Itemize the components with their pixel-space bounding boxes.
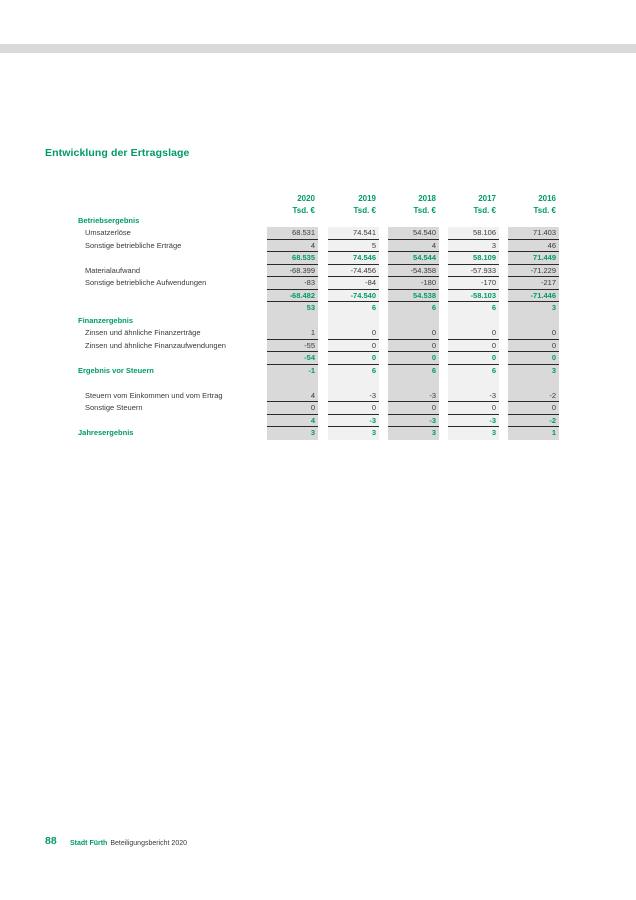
year-column-header: 2016 (538, 194, 556, 203)
section-label-finanzergebnis (45, 315, 558, 328)
table-cell: 0 (508, 402, 559, 415)
year-column-header: 2020 (297, 194, 315, 203)
table-cell: -54.358 (388, 265, 439, 278)
table-row (45, 227, 558, 240)
table-result-row-ergebnis-vor-steuern (45, 365, 558, 378)
table-cell: -180 (388, 277, 439, 290)
table-cell: -3 (448, 415, 499, 428)
table-cell: -2 (508, 415, 559, 428)
table-cell: 3 (448, 240, 499, 253)
table-cell: 6 (431, 303, 436, 312)
table-cell: 0 (328, 327, 379, 340)
row-label: Zinsen und ähnliche Finanzerträge (85, 328, 201, 337)
table-cell: 3 (431, 428, 436, 437)
table-cell: 46 (508, 240, 559, 253)
year-column-header: 2018 (418, 194, 436, 203)
table-cell: 0 (388, 352, 439, 365)
table-cell: 68.531 (267, 227, 318, 240)
table-row (45, 277, 558, 290)
table-cell: -71.446 (508, 290, 559, 303)
table-cell: -84 (328, 277, 379, 290)
table-cell: 0 (328, 340, 379, 353)
table-cell: 1 (267, 327, 318, 340)
table-cell: 6 (491, 303, 496, 312)
row-label: Jahresergebnis (78, 428, 134, 437)
table-cell: -3 (448, 390, 499, 403)
row-label: Steuern vom Einkommen und vom Ertrag (85, 390, 223, 400)
table-cell: 1 (551, 428, 556, 437)
table-cell: -170 (448, 277, 499, 290)
table-cell: 3 (310, 428, 315, 437)
page-number: 88 (45, 835, 57, 847)
table-cell: 74.546 (328, 252, 379, 265)
unit-column-header: Tsd. € (292, 206, 315, 215)
table-cell: 6 (491, 365, 496, 375)
table-row (45, 327, 558, 340)
row-label: Ergebnis vor Steuern (78, 365, 154, 375)
table-subtotal-row (45, 352, 558, 365)
row-label: Materialaufwand (85, 265, 141, 275)
table-year-header-row (45, 193, 558, 205)
unit-column-header: Tsd. € (413, 206, 436, 215)
table-cell: 0 (508, 340, 559, 353)
row-label: Sonstige betriebliche Aufwendungen (85, 278, 207, 287)
table-cell: 3 (551, 365, 556, 375)
table-cell: -3 (328, 415, 379, 428)
table-cell: 3 (551, 303, 556, 312)
table-cell: 54.544 (388, 252, 439, 265)
table-cell: -3 (328, 390, 379, 403)
table-subtotal-row (45, 415, 558, 428)
table-cell: 0 (508, 352, 559, 365)
table-cell: 53 (306, 303, 315, 312)
footer-brand: Stadt Fürth (70, 840, 108, 847)
table-row (45, 265, 558, 278)
table-cell: 0 (448, 402, 499, 415)
table-cell: 68.535 (267, 252, 318, 265)
table-cell: 6 (371, 365, 376, 375)
page-separator-bar (0, 44, 636, 53)
table-subtotal-row (45, 252, 558, 265)
year-column-header: 2019 (358, 194, 376, 203)
table-cell: 4 (388, 240, 439, 253)
table-spacer-row (45, 377, 558, 390)
table-cell: -68.399 (267, 265, 318, 278)
table-cell: -54 (267, 352, 318, 365)
page-title: Entwicklung der Ertragslage (45, 147, 190, 159)
table-cell: -57.933 (448, 265, 499, 278)
table-cell: 54.538 (388, 290, 439, 303)
table-cell: -3 (388, 390, 439, 403)
table-cell: 6 (431, 365, 436, 375)
table-cell: -2 (508, 390, 559, 403)
table-cell: -74.540 (328, 290, 379, 303)
table-cell: -1 (308, 365, 315, 375)
table-row (45, 240, 558, 253)
table-cell: 3 (371, 428, 376, 437)
page-footer (70, 839, 187, 848)
table-result-row (45, 302, 558, 315)
unit-column-header: Tsd. € (533, 206, 556, 215)
row-label: Sonstige Steuern (85, 403, 143, 412)
table-cell: 0 (448, 340, 499, 353)
table-subtotal-row (45, 290, 558, 303)
table-row (45, 390, 558, 403)
table-cell: 0 (388, 340, 439, 353)
table-cell: -55 (267, 340, 318, 353)
table-cell: 0 (267, 402, 318, 415)
table-result-row-jahresergebnis (45, 427, 558, 440)
table-cell: 71.403 (508, 227, 559, 240)
table-cell: 0 (448, 352, 499, 365)
table-row (45, 402, 558, 415)
row-label: Umsatzerlöse (85, 228, 131, 237)
table-cell: -83 (267, 277, 318, 290)
row-label: Sonstige betriebliche Erträge (85, 240, 182, 250)
table-cell: -3 (388, 415, 439, 428)
section-label-betriebsergebnis: Betriebsergebnis (78, 216, 140, 225)
table-cell: -68.482 (267, 290, 318, 303)
table-cell: -217 (508, 277, 559, 290)
table-cell: 4 (267, 390, 318, 403)
table-cell: 0 (388, 327, 439, 340)
table-cell: 6 (371, 303, 376, 312)
table-cell: 0 (388, 402, 439, 415)
table-cell: 58.106 (448, 227, 499, 240)
table-cell: 5 (328, 240, 379, 253)
table-cell: 54.540 (388, 227, 439, 240)
table-cell: 74.541 (328, 227, 379, 240)
unit-column-header: Tsd. € (353, 206, 376, 215)
table-cell: 0 (328, 352, 379, 365)
table-cell: 71.449 (508, 252, 559, 265)
table-cell: 0 (508, 327, 559, 340)
row-label: Finanzergebnis (78, 315, 134, 325)
year-column-header: 2017 (478, 194, 496, 203)
unit-column-header: Tsd. € (473, 206, 496, 215)
table-cell: -58.103 (448, 290, 499, 303)
table-cell: 58.109 (448, 252, 499, 265)
table-row (45, 340, 558, 353)
table-cell: 3 (491, 428, 496, 437)
table-cell: 4 (267, 415, 318, 428)
table-cell: 0 (448, 327, 499, 340)
table-cell: -71.229 (508, 265, 559, 278)
row-label: Zinsen und ähnliche Finanzaufwendungen (85, 340, 226, 350)
table-body (45, 227, 558, 440)
table-cell: 0 (328, 402, 379, 415)
table-cell: 4 (267, 240, 318, 253)
table-cell: -74.456 (328, 265, 379, 278)
footer-report-title: Beteiligungsbericht 2020 (110, 840, 187, 847)
